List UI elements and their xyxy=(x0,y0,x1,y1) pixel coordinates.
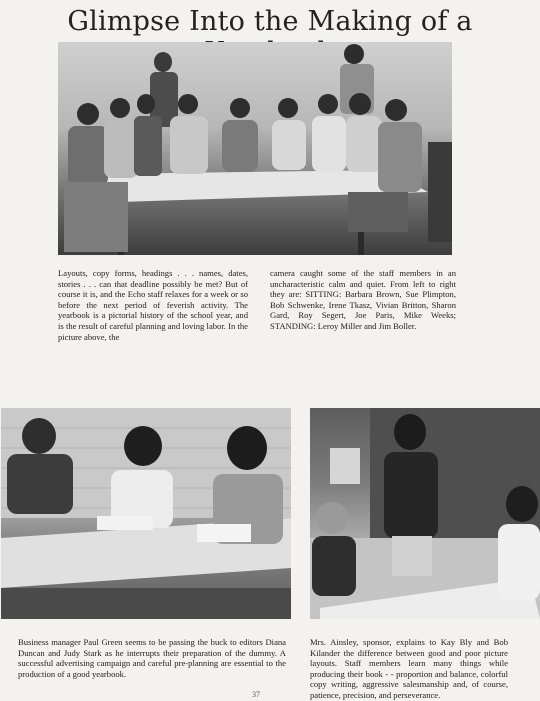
top-caption-right: camera caught some of the staff members in an uncharacteristic calm and quiet. From left to right they are: SITTING: Barbara Brown, Sue Plimpton, Bob Schwenke, Irene Tkasz, Vivian Britton, Sharon Gard, Roy Segert, Joe Paris, Mike Weeks; STANDING: Leroy Miller and Jim Boller. xyxy=(270,268,456,331)
top-caption-left: Layouts, copy forms, headings . . . names, dates, stories . . . can that deadline possibly be met? But of course it is, and the Echo staff relaxes for a week or so before the next period of feverish activity. The yearbook is a pictorial history of the school year, and is the result of careful planning and loving labor. In the picture above, the xyxy=(58,268,248,342)
page-title: Glimpse Into the Making of a xyxy=(67,6,473,37)
sponsor-photo-art xyxy=(310,408,540,619)
bottom-caption-right: Mrs. Ainsley, sponsor, explains to Kay Bly and Bob Kilander the difference between good and poor picture layouts. Staff members learn many things while producing their book - - proportion and balance, colorful copy writing, aggressive salesmanship and, of course, patience, precision, and perseverance. xyxy=(310,637,508,700)
sponsor-photo xyxy=(310,408,540,619)
bottom-caption-left: Business manager Paul Green seems to be passing the buck to editors Diana Duncan and Judy Stark as he interrupts their preparation of the dummy. A successful advertising campaign and careful pre-planning are essential to the production of a good yearbook. xyxy=(18,637,286,679)
business-manager-photo xyxy=(1,408,291,619)
business-manager-photo-art xyxy=(1,408,291,619)
staff-group-photo xyxy=(58,42,452,255)
page-number: 37 xyxy=(252,690,260,699)
staff-group-photo-art xyxy=(58,42,452,255)
